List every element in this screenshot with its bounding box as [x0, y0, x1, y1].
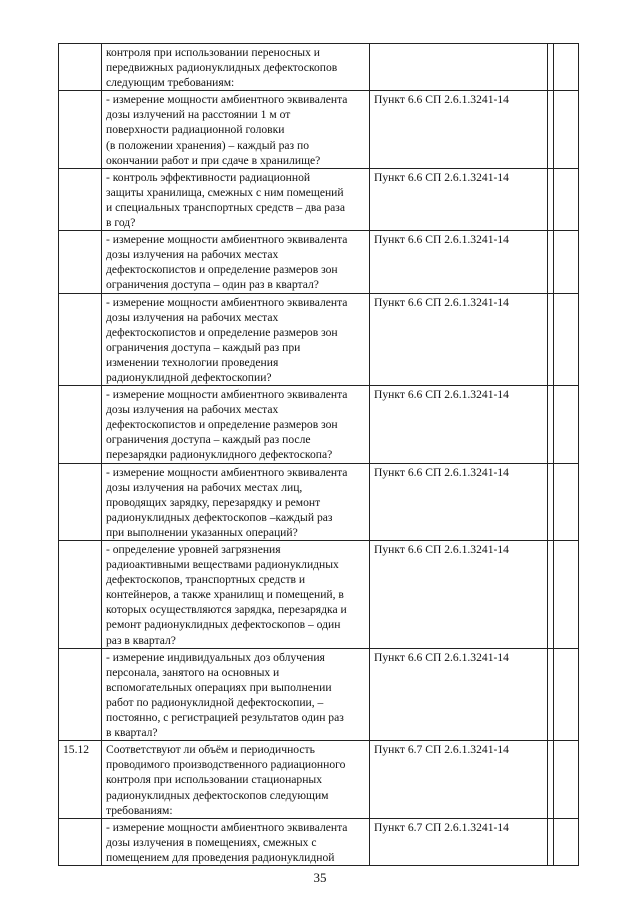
answer-cell-b — [554, 231, 579, 293]
reference-text: Пункт 6.6 СП 2.6.1.3241-14 — [374, 388, 509, 402]
reference-cell — [370, 44, 548, 91]
answer-cell-b — [554, 168, 579, 230]
item-number-cell — [59, 44, 102, 91]
answer-cell-b — [554, 741, 579, 818]
table-row — [59, 293, 579, 386]
table-row — [59, 91, 579, 168]
item-number-cell — [59, 648, 102, 741]
item-number-cell — [59, 293, 102, 386]
answer-cell-b — [554, 463, 579, 540]
answer-cell-b — [554, 91, 579, 168]
table-row — [59, 541, 579, 649]
item-number-cell — [59, 231, 102, 293]
requirement-text: Соответствуют ли объём и периодичность проводимого производственного радиационного контроля при использовании стационарных радионуклидных дефектоскопов следующим требованиям: — [106, 743, 346, 817]
table-row — [59, 44, 579, 91]
reference-text: Пункт 6.7 СП 2.6.1.3241-14 — [374, 820, 509, 834]
requirement-cell — [102, 168, 370, 230]
requirement-text: - контроль эффективности радиационной защиты хранилища, смежных с ним помещений и специальных транспортных средств – два раза в год? — [106, 170, 345, 230]
reference-cell — [370, 168, 548, 230]
requirement-text: - измерение мощности амбиентного эквивалента дозы излучений на расстоянии 1 м от поверхности радиационной головки (в положении хранения) – каждый раз по окончании работ и при сдаче в хранилище? — [106, 93, 348, 167]
requirement-text: - измерение мощности амбиентного эквивалента дозы излучения на рабочих местах дефектоскопистов и определение размеров зон ограничения доступа – один раз в квартал? — [106, 233, 348, 292]
requirement-cell — [102, 386, 370, 463]
requirement-cell — [102, 231, 370, 293]
item-number-cell — [59, 818, 102, 865]
reference-cell — [370, 463, 548, 540]
reference-text: Пункт 6.6 СП 2.6.1.3241-14 — [374, 233, 509, 247]
table-row — [59, 648, 579, 741]
requirement-cell — [102, 741, 370, 818]
requirement-cell — [102, 818, 370, 865]
requirement-cell — [102, 44, 370, 91]
answer-cell-b — [554, 648, 579, 741]
reference-text: Пункт 6.6 СП 2.6.1.3241-14 — [374, 295, 509, 309]
item-number-cell: 15.12 — [59, 741, 102, 818]
requirement-text: контроля при использовании переносных и передвижных радионуклидных дефектоскопов следующим требованиям: — [106, 46, 338, 90]
table-row — [59, 168, 579, 230]
answer-cell-b — [554, 818, 579, 865]
reference-text: Пункт 6.6 СП 2.6.1.3241-14 — [374, 650, 509, 664]
item-number-cell — [59, 386, 102, 463]
table-row — [59, 231, 579, 293]
table-body — [59, 44, 579, 866]
answer-cell-b — [554, 386, 579, 463]
answer-cell-b — [554, 44, 579, 91]
reference-text: Пункт 6.6 СП 2.6.1.3241-14 — [374, 465, 509, 479]
reference-cell — [370, 648, 548, 741]
reference-text: Пункт 6.6 СП 2.6.1.3241-14 — [374, 170, 509, 184]
reference-cell — [370, 541, 548, 649]
reference-cell — [370, 91, 548, 168]
requirement-text: - определение уровней загрязнения радиоактивными веществами радионуклидных дефектоскопов, транспортных средств и контейнеров, а также хранилищ и помещений, в которых осуществляются зарядка, перезарядка и ремонт радионуклидных дефектоскопов – один раз в квартал? — [106, 543, 347, 647]
table-row — [59, 463, 579, 540]
requirement-cell — [102, 463, 370, 540]
requirement-cell — [102, 91, 370, 168]
reference-cell — [370, 293, 548, 386]
requirement-cell — [102, 648, 370, 741]
requirement-text: - измерение мощности амбиентного эквивалента дозы излучения в помещениях, смежных с помещением для проведения радионуклидной — [106, 820, 348, 864]
table-row — [59, 741, 579, 818]
requirement-text: - измерение индивидуальных доз облучения персонала, занятого на основных и вспомогательных операциях при выполнении работ по радионуклидной дефектоскопии, – постоянно, с регистрацией результатов один раз в квартал? — [106, 650, 344, 740]
page-number: 35 — [313, 870, 327, 885]
requirement-cell — [102, 293, 370, 386]
reference-text: Пункт 6.7 СП 2.6.1.3241-14 — [374, 743, 509, 757]
item-number-cell — [59, 541, 102, 649]
item-number-cell — [59, 91, 102, 168]
requirement-text: - измерение мощности амбиентного эквивалента дозы излучения на рабочих местах дефектоскопистов и определение размеров зон ограничения доступа – каждый раз после перезарядки радионуклидного дефектоскопа? — [106, 388, 348, 462]
requirements-table — [58, 43, 579, 866]
requirement-text: - измерение мощности амбиентного эквивалента дозы излучения на рабочих местах лиц, проводящих зарядку, перезарядку и ремонт радионуклидных дефектоскопов –каждый раз при выполнении указанных операций? — [106, 465, 348, 539]
requirement-cell — [102, 541, 370, 649]
answer-cell-b — [554, 541, 579, 649]
item-number-cell — [59, 463, 102, 540]
item-number-cell — [59, 168, 102, 230]
answer-cell-b — [554, 293, 579, 386]
reference-cell — [370, 231, 548, 293]
reference-cell — [370, 741, 548, 818]
requirement-text: - измерение мощности амбиентного эквивалента дозы излучения на рабочих местах дефектоскопистов и определение размеров зон ограничения доступа – каждый раз при изменении технологии проведения радионуклидной дефектоскопии? — [106, 295, 348, 384]
reference-text: Пункт 6.6 СП 2.6.1.3241-14 — [374, 543, 509, 556]
reference-cell — [370, 818, 548, 865]
table-row — [59, 818, 579, 865]
reference-text: Пункт 6.6 СП 2.6.1.3241-14 — [374, 93, 509, 107]
reference-cell — [370, 386, 548, 463]
table-row — [59, 386, 579, 463]
